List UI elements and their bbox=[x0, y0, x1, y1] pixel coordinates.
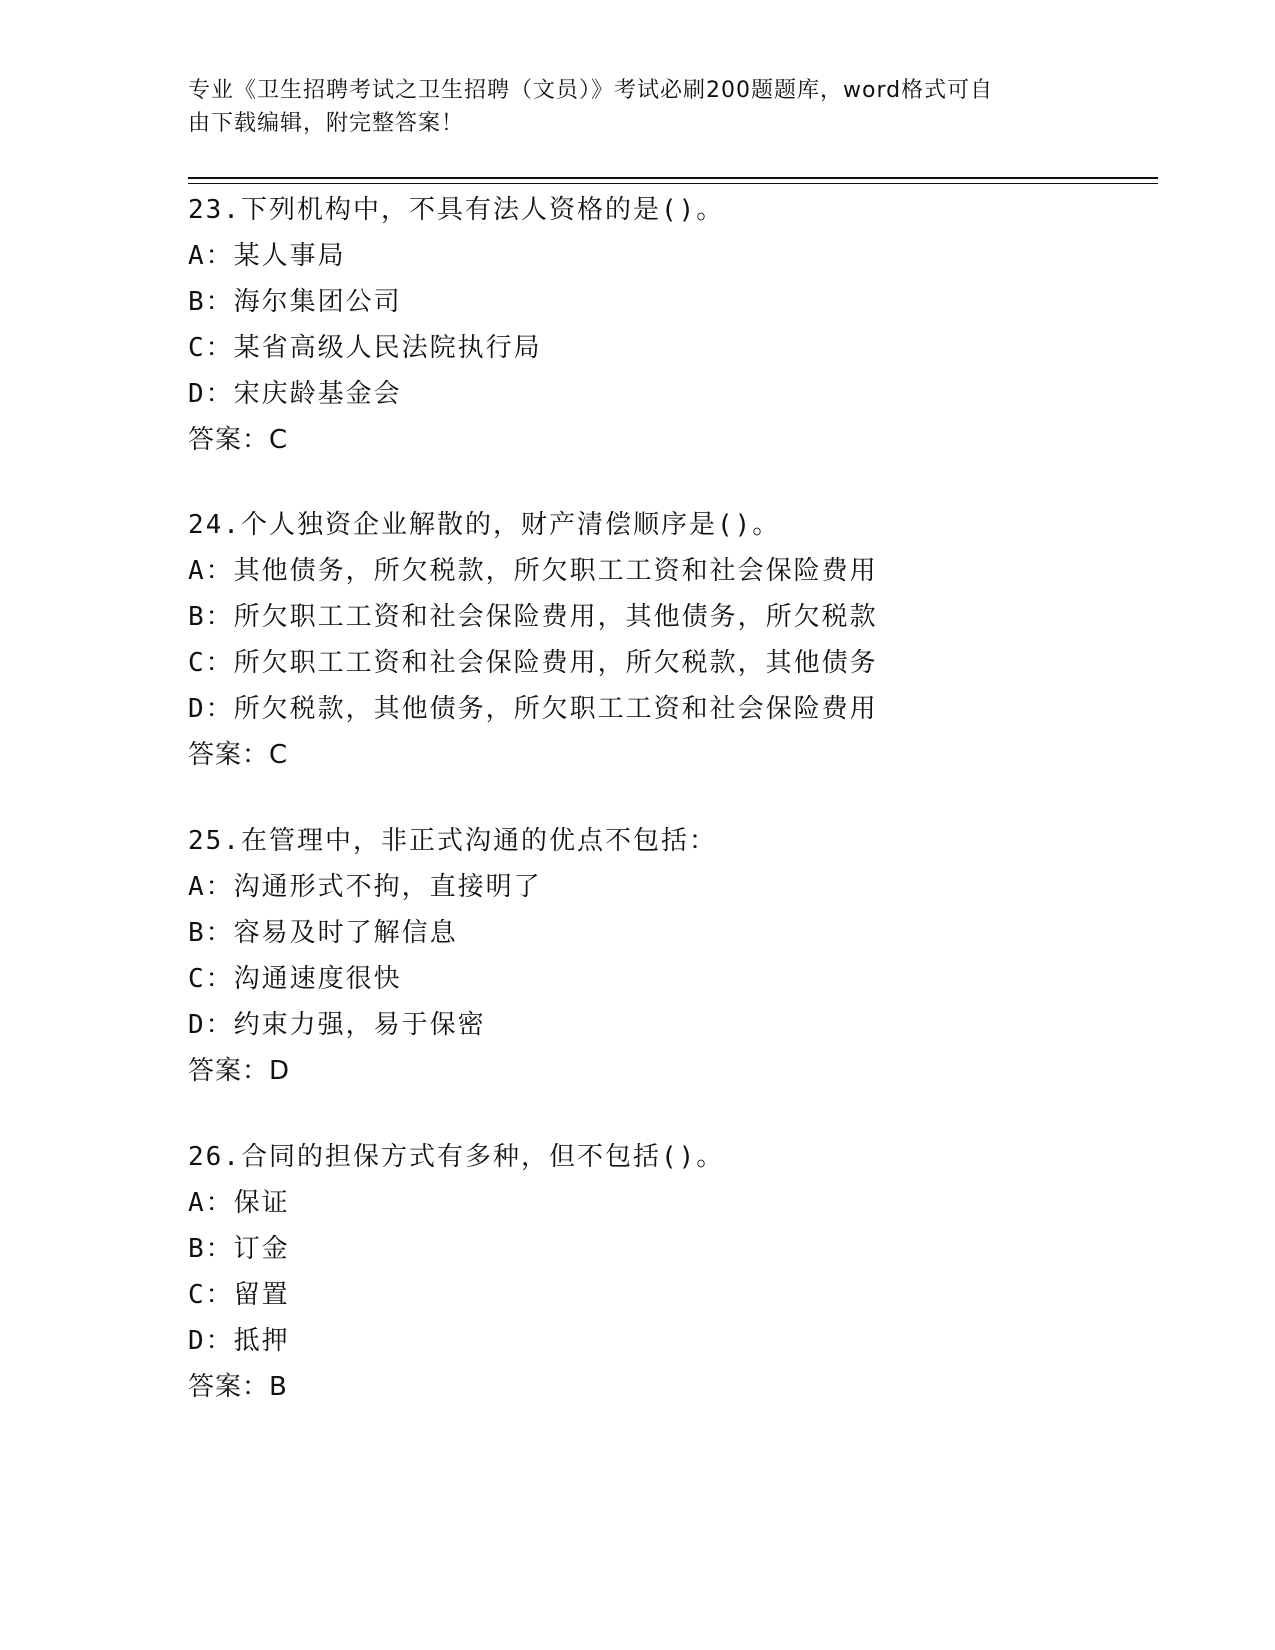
option-c: C：沟通速度很快 bbox=[188, 964, 402, 994]
question-26 bbox=[188, 1134, 1168, 1410]
answer-line: 答案：D bbox=[188, 1056, 291, 1086]
answer-line: 答案：C bbox=[188, 740, 289, 770]
option-d: D：约束力强，易于保密 bbox=[188, 1010, 486, 1040]
question-stem: 24.个人独资企业解散的，财产清偿顺序是()。 bbox=[188, 510, 781, 540]
answer-line: 答案：C bbox=[188, 425, 289, 455]
option-b: B：订金 bbox=[188, 1234, 290, 1264]
option-a: A：某人事局 bbox=[188, 241, 346, 271]
header-line-1: 专业《卫生招聘考试之卫生招聘（文员）》考试必刷200题题库，word格式可自 bbox=[188, 78, 994, 103]
question-24 bbox=[188, 502, 1168, 778]
answer-line: 答案：B bbox=[188, 1372, 288, 1402]
option-a: A：保证 bbox=[188, 1188, 290, 1218]
header-divider-thick bbox=[188, 177, 1158, 179]
header-divider-thin bbox=[188, 183, 1158, 184]
option-a: A：沟通形式不拘，直接明了 bbox=[188, 872, 542, 902]
option-d: D：宋庆龄基金会 bbox=[188, 379, 402, 409]
option-d: D：所欠税款，其他债务，所欠职工工资和社会保险费用 bbox=[188, 694, 878, 724]
option-a: A：其他债务，所欠税款，所欠职工工资和社会保险费用 bbox=[188, 556, 878, 586]
option-b: B：海尔集团公司 bbox=[188, 287, 402, 317]
question-25 bbox=[188, 818, 1168, 1094]
header-line-2: 由下载编辑，附完整答案！ bbox=[188, 111, 465, 136]
option-d: D：抵押 bbox=[188, 1326, 290, 1356]
option-c: C：留置 bbox=[188, 1280, 290, 1310]
option-b: B：容易及时了解信息 bbox=[188, 918, 458, 948]
question-stem: 23.下列机构中，不具有法人资格的是()。 bbox=[188, 195, 725, 225]
option-c: C：某省高级人民法院执行局 bbox=[188, 333, 542, 363]
question-stem: 25.在管理中，非正式沟通的优点不包括： bbox=[188, 826, 717, 856]
option-b: B：所欠职工工资和社会保险费用，其他债务，所欠税款 bbox=[188, 602, 878, 632]
question-stem: 26.合同的担保方式有多种，但不包括()。 bbox=[188, 1142, 725, 1172]
document-header bbox=[188, 74, 1068, 140]
question-23 bbox=[188, 187, 1168, 463]
option-c: C：所欠职工工资和社会保险费用，所欠税款，其他债务 bbox=[188, 648, 878, 678]
